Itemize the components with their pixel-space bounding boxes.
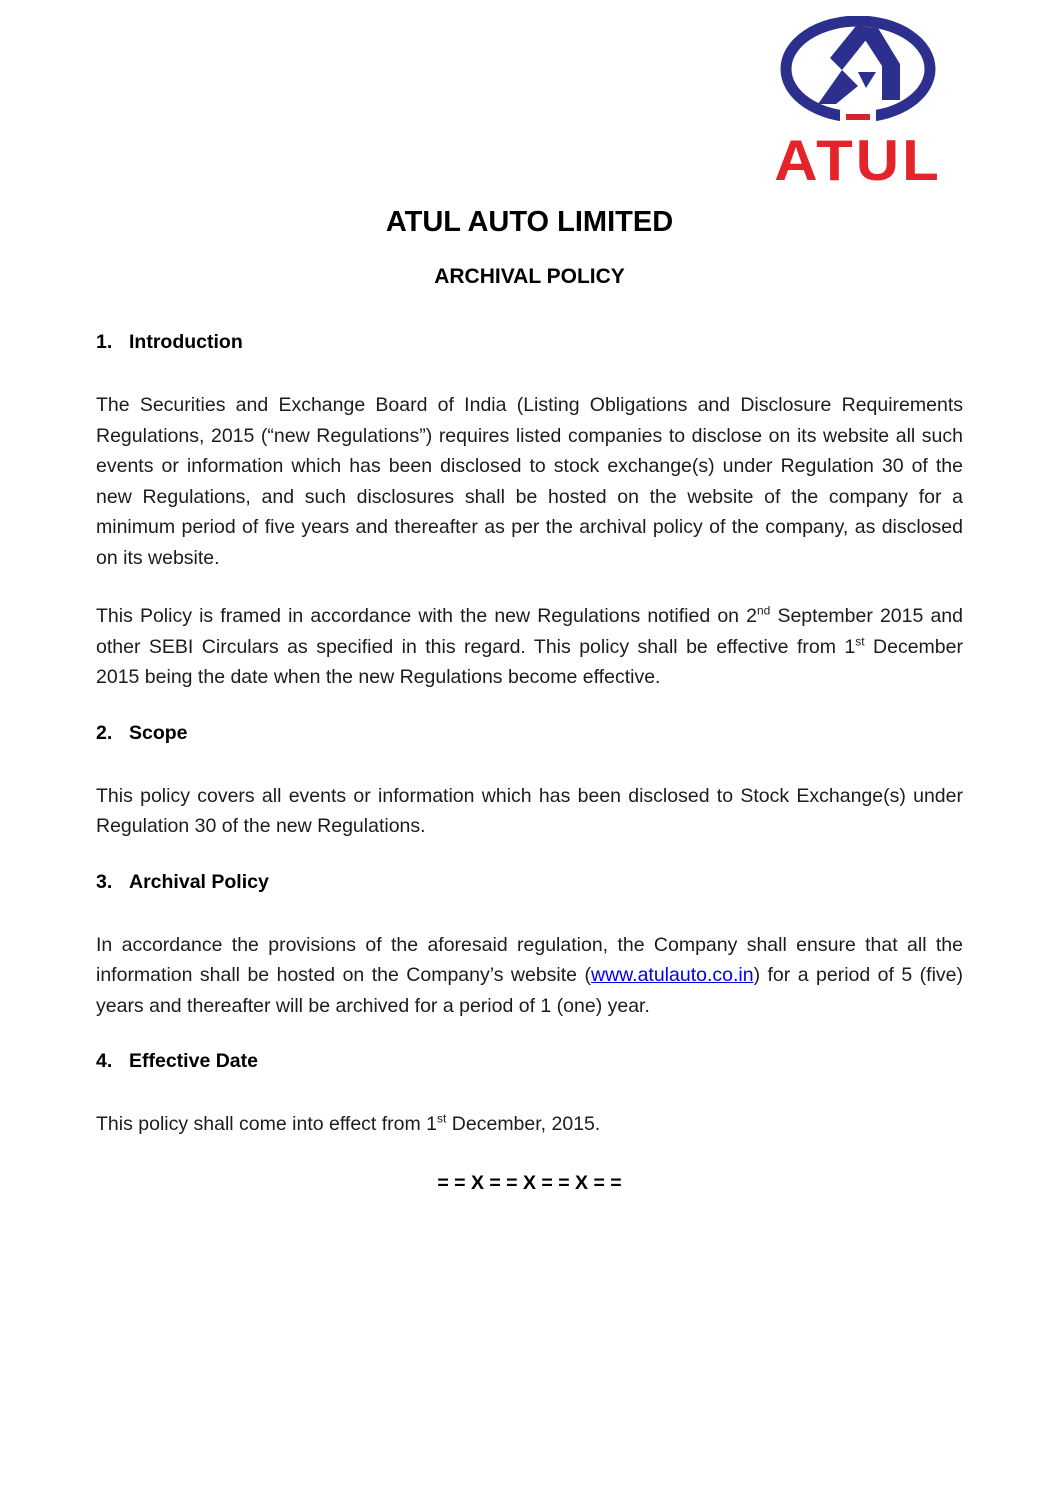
- text-run: ) for a period of 5 (five) years and thereafter will be archived for a period of 1 (one) year.: [96, 964, 963, 1017]
- paragraph: [96, 601, 963, 693]
- logo-brand-text: ATUL: [774, 128, 942, 193]
- text-run: This policy covers all events or information which has been disclosed to Stock Exchange(s) under Regulation 30 of the new Regulations.: [96, 784, 963, 837]
- section-number: 1.: [96, 331, 113, 353]
- section-scope: [96, 721, 963, 842]
- text-run: September 2015 and other SEBI Circulars as specified in this regard. This policy shall be effective from 1: [96, 605, 963, 658]
- section-heading: [96, 1049, 963, 1073]
- end-of-document-mark: = = X = = X = = X = =: [437, 1171, 622, 1194]
- section-number: 3.: [96, 870, 113, 893]
- text-run: This policy shall come into effect from 1: [96, 1113, 438, 1135]
- paragraph: [96, 390, 963, 573]
- section-heading-label: Archival Policy: [129, 870, 269, 893]
- document-subtitle: ARCHIVAL POLICY: [434, 265, 625, 288]
- section-number: 2.: [96, 721, 113, 744]
- section-heading-label: Introduction: [129, 331, 243, 353]
- section-heading: [96, 721, 963, 745]
- section-heading-label: Effective Date: [129, 1050, 258, 1072]
- paragraph: [96, 781, 963, 842]
- section-heading-label: Scope: [129, 721, 188, 744]
- paragraph: [96, 1109, 963, 1140]
- website-link[interactable]: www.atulauto.co.in: [590, 964, 754, 986]
- section-heading: [96, 330, 963, 354]
- text-run: In accordance the provisions of the aforesaid regulation, the Company shall ensure that all the information shall be hosted on the Company’s website (: [96, 933, 963, 986]
- superscript-text: st: [437, 1111, 447, 1126]
- paragraph: [96, 930, 963, 1022]
- text-run: This Policy is framed in accordance with the new Regulations notified on 2: [96, 605, 757, 627]
- atul-emblem-icon: [778, 16, 938, 130]
- superscript-text: st: [855, 634, 865, 648]
- logo-area: [96, 16, 963, 192]
- document-title: ATUL AUTO LIMITED: [385, 206, 674, 238]
- text-run: The Securities and Exchange Board of India (Listing Obligations and Disclosure Requirements Regulations, 2015 (“new Regulations”) requires listed companies to disclose on its website all such events or information which has been disclosed to stock exchange(s) under Regulation 30 of the new Regulations, and such disclosures shall be hosted on the website of the company for a minimum period of five years and thereafter as per the archival policy of the company, as disclosed on its website.: [96, 394, 963, 569]
- section-introduction: [96, 330, 963, 693]
- section-archival-policy: [96, 870, 963, 1022]
- section-number: 4.: [96, 1050, 113, 1072]
- section-effective-date: [96, 1049, 963, 1140]
- superscript-text: nd: [756, 603, 771, 618]
- section-heading: [96, 870, 963, 894]
- company-logo: [753, 16, 963, 192]
- text-run: December, 2015.: [446, 1113, 601, 1135]
- text-run: December 2015 being the date when the new Regulations become effective.: [96, 635, 963, 688]
